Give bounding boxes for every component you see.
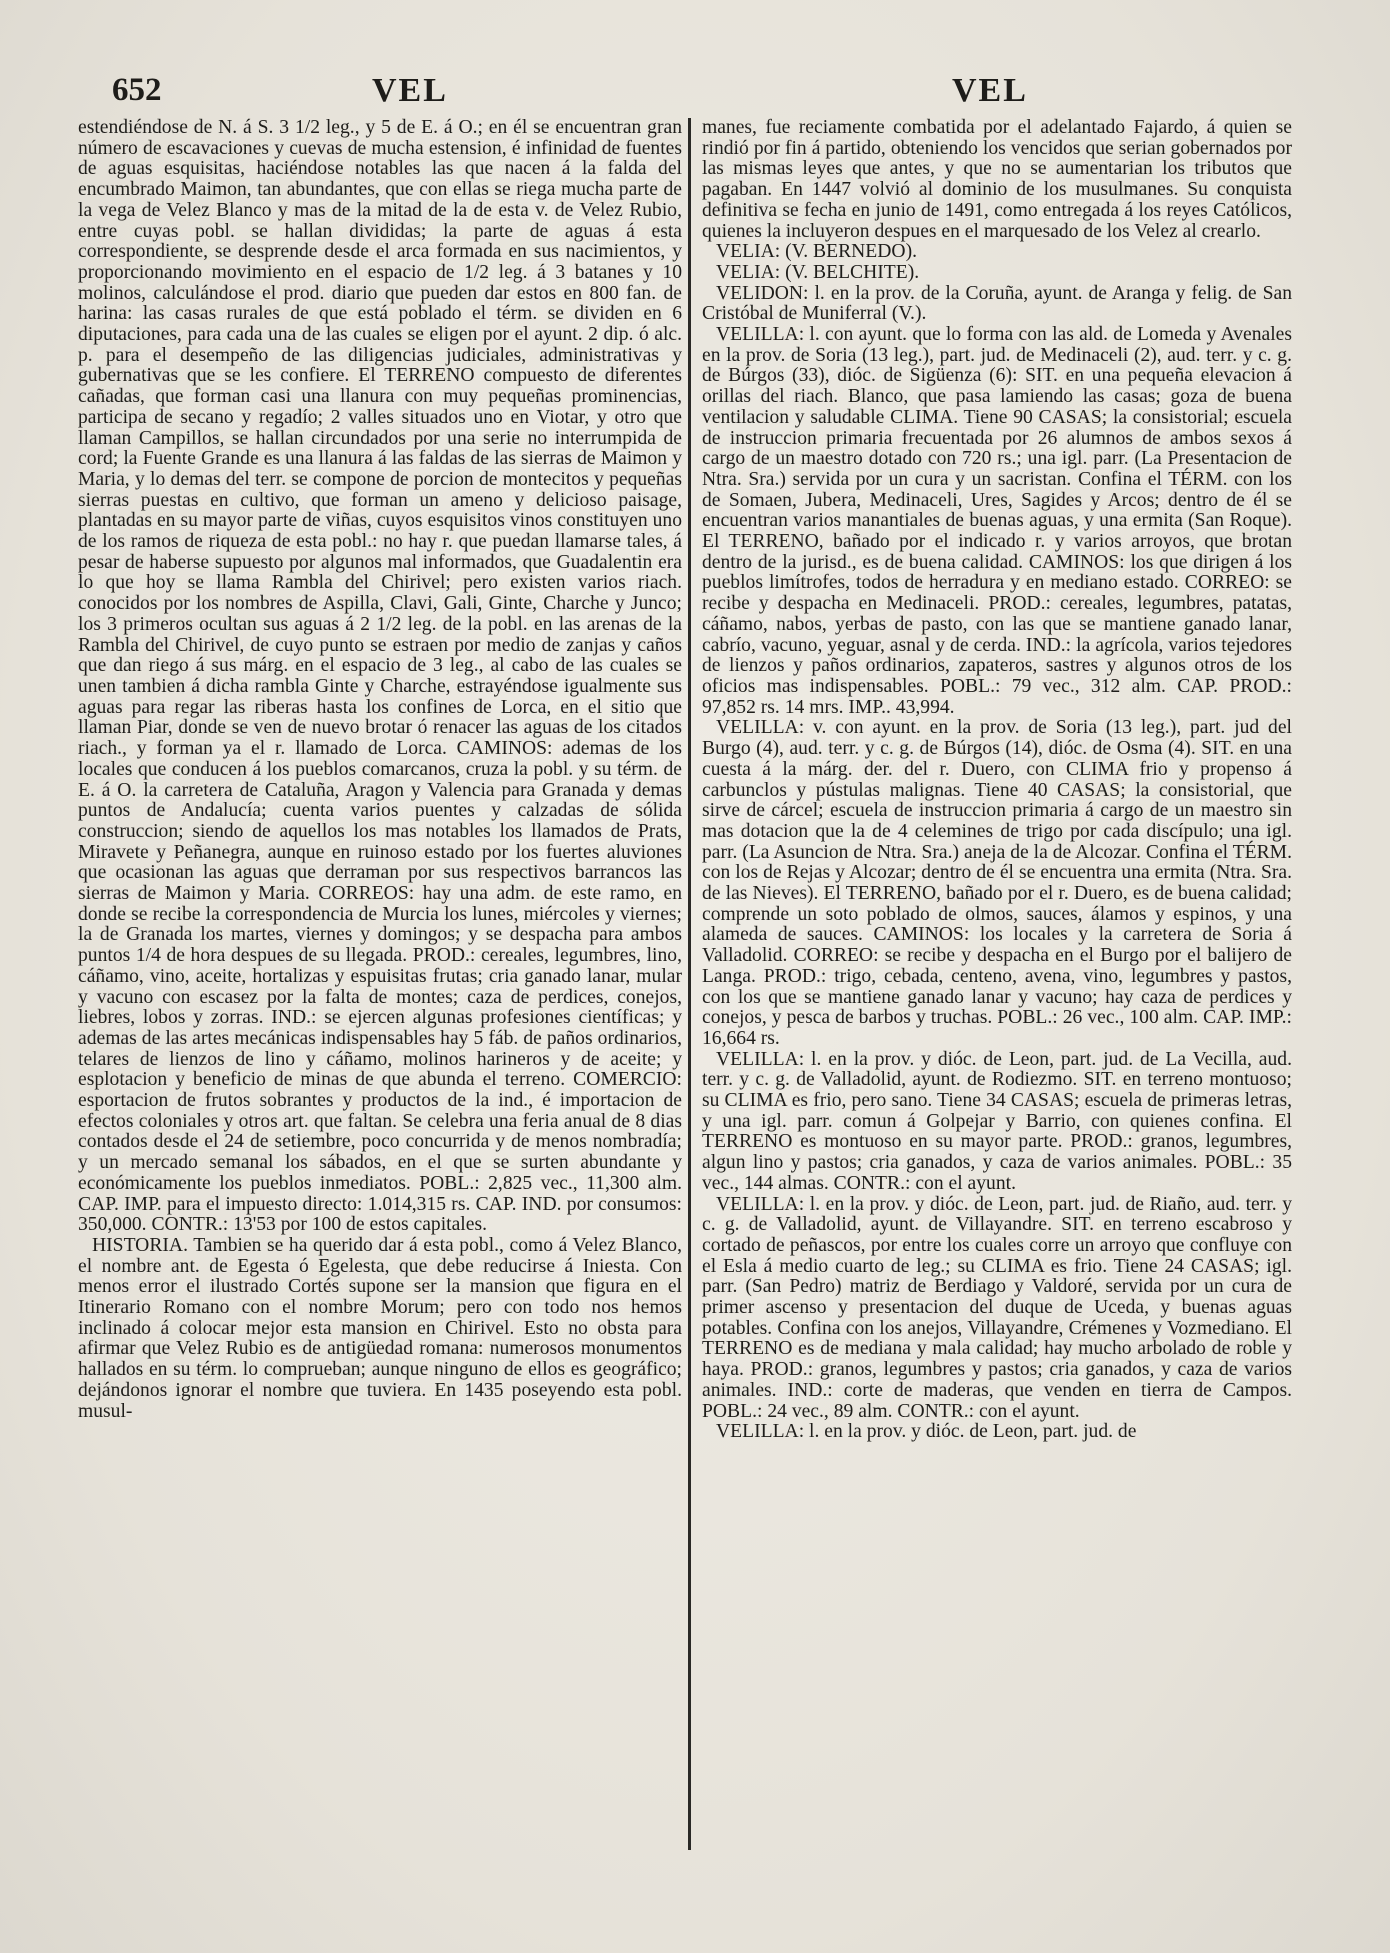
entry-velia-1: VELIA: (V. BERNEDO).: [716, 241, 917, 263]
left-paragraph-historia: HISTORIA. Tambien se ha querido dar á esta pobl., como á Velez Blanco, el nombre ant. de Egesta ó Egelesta, que debe reducirse á Iniesta. Con menos error el ilustrado Cortés supone ser la mansion que figura en el Itinerario Romano con el nombre Morum; pero con todo nos hemos inclinado á colocar mejor esta mansion en Chirivel. Esto no obsta para afirmar que Velez Rubio es de antigüedad romana: numerosos monumentos hallados en su térm. lo comprueban; aunque ninguno de ellos es geográfico; dejándonos ignorar el nombre que tuviera. En 1435 poseyendo esta pobl. musul-: [78, 1234, 682, 1422]
entry-velidon: VELIDON: l. en la prov. de la Coruña, ayunt. de Aranga y felig. de San Cristóbal de Muniferral (V.).: [702, 282, 1292, 325]
right-column: [702, 118, 1292, 1858]
left-paragraph-1: estendiéndose de N. á S. 3 1/2 leg., y 5 de E. á O.; en él se encuentran gran número de escavaciones y cuevas de mucha estension, é infinidad de fuentes de aguas esquisitas, haciéndose notables las que nacen á la falda del encumbrado Maimon, tan abundantes, que con ellas se riega mucha parte de la vega de Velez Blanco y mas de la mitad de la de esta v. de Velez Rubio, entre cuyas pobl. se hallan divididas; la parte de aguas á esta correspondiente, se desprende desde el arca formada en sus nacimientos, y proporcionando movimiento en el espacio de 1/2 leg. á 3 batanes y 10 molinos, calculándose el prod. diario que pueden dar estos en 800 fan. de harina: las casas rurales de que está poblado el térm. se dividen en 6 diputaciones, para cada una de las cuales se eligen por el ayunt. 2 dip. ó alc. p. para el desempeño de las diligencias judiciales, administrativas y gubernativas que se les confiere. El TERRENO compuesto de diferentes cañadas, que forman casi una llanura con muy pequeñas prominencias, participa de secano y regadío; 2 valles situados uno en Viotar, y otro que llaman Campillos, se hallan circundados por una serie no interrumpida de cord; la Fuente Grande es una llanura á las faldas de las sierras de Maimon y Maria, y lo demas del terr. se compone de porcion de montecitos y pequeñas sierras puestas en cultivo, que forman un ameno y delicioso paisage, plantadas en su mayor parte de viñas, cuyos esquisitos vinos constituyen uno de los ramos de riqueza de esta pobl.: no hay r. que puedan llamarse tales, á pesar de haberse supuesto por algunos mal informados, que Guadalentin era lo que hoy se llama Rambla del Chirivel; pero existen varios riach. conocidos por los nombres de Aspilla, Clavi, Gali, Ginte, Charche y Junco; los 3 primeros ocultan sus aguas á 2 1/2 leg. de la pobl. en las arenas de la Rambla del Chirivel, de cuyo punto se estraen por medio de zanjas y caños que dan riego á sus márg. en el espacio de 3 leg., al cabo de las cuales se unen tambien á dicha rambla Ginte y Charche, estrayéndose igualmente sus aguas para regar las riberas hasta los confines de Lorca, en el sitio que llaman Piar, donde se ven de nuevo brotar ó renacer las aguas de los citados riach., y forman ya el r. llamado de Lorca. CAMINOS: ademas de los locales que conducen á los pueblos comarcanos, cruza la pobl. y su térm. de E. á O. la carretera de Cataluña, Aragon y Valencia para Granada y demas puntos de Andalucía; cuenta varios puentes y calzadas de sólida construccion; siendo de aquellos los mas notables los llamados de Prats, Miravete y Peñanegra, aunque en ruinoso estado por los fuertes aluviones que ocasionan las aguas que derraman por sus respectivos barrancos las sierras de Maimon y Maria. CORREOS: hay una adm. de este ramo, en donde se recibe la correspondencia de Murcia los lunes, miércoles y viernes; la de Granada los martes, viernes y domingos; y se despacha para ambos puntos 1/4 de hora despues de su llegada. PROD.: cereales, legumbres, lino, cáñamo, vino, aceite, hortalizas y espuisitas frutas; cria ganado lanar, mular y vacuno con escasez por la falta de montes; caza de perdices, conejos, liebres, lobos y zorras. IND.: se ejercen algunas profesiones científicas; y ademas de las artes mecánicas indispensables hay 5 fáb. de paños ordinarios, telares de lienzos de lino y cáñamo, molinos harineros y de aceite; y esplotacion y beneficio de minas de que abunda el terreno. COMERCIO: esportacion de frutos sobrantes y productos de la ind., é importacion de efectos coloniales y otros art. que faltan. Se celebra una feria anual de 8 dias contados desde el 24 de setiembre, poco concurrida y de menos nombradía; y un mercado semanal los sábados, en el que se surten abundante y económicamente los pueblos inmediatos. POBL.: 2,825 vec., 11,300 alm. CAP. IMP. para el impuesto directo: 1.014,315 rs. CAP. IND. por consumos: 350,000. CONTR.: 13'53 por 100 de estos capitales.: [78, 117, 682, 1236]
entry-velia-2: VELIA: (V. BELCHITE).: [716, 261, 920, 283]
left-column: [78, 118, 682, 1858]
headword-left: VEL: [372, 72, 448, 109]
page-number: 652: [112, 72, 162, 108]
entry-velilla-4: VELILLA: l. en la prov. y dióc. de Leon, part. jud. de Riaño, aud. terr. y c. g. de Valladolid, ayunt. de Villayandre. SIT. en terreno escabroso y cortado de peñascos, por entre los cuales corre un arroyo que confluye con el Esla á medio cuarto de leg.; su CLIMA es frio. Tiene 24 CASAS; igl. parr. (San Pedro) matriz de Berdiago y Valdoré, servida por un cura de primer ascenso y presentacion del duque de Uceda, y buenas aguas potables. Confina con los anejos, Villayandre, Crémenes y Vozmediano. El TERRENO es de mediana y mala calidad; hay mucho arbolado de roble y haya. PROD.: granos, legumbres y pastos; cria ganados, y caza de varios animales. IND.: corte de maderas, que venden en tierra de Campos. POBL.: 24 vec., 89 alm. CONTR.: con el ayunt.: [702, 1193, 1292, 1422]
entry-velilla-3: VELILLA: l. en la prov. y dióc. de Leon, part. jud. de La Vecilla, aud. terr. y c. g. de Valladolid, ayunt. de Rodiezmo. SIT. en terreno montuoso; su CLIMA es frio, pero sano. Tiene 34 CASAS; escuela de primeras letras, y una igl. parr. comun á Golpejar y Barrio, con quienes confina. El TERRENO es montuoso en su mayor parte. PROD.: granos, legumbres, algun lino y pastos; cria ganados, y caza de varios animales. POBL.: 35 vec., 144 almas. CONTR.: con el ayunt.: [702, 1048, 1292, 1194]
entry-velilla-5: VELILLA: l. en la prov. y dióc. de Leon, part. jud. de: [716, 1421, 1137, 1443]
entry-velilla-2: VELILLA: v. con ayunt. en la prov. de Soria (13 leg.), part. jud del Burgo (4), aud. terr. y c. g. de Búrgos (14), dióc. de Osma (4). SIT. en una cuesta á la márg. der. del r. Duero, con CLIMA frio y propenso á carbunclos y pústulas malignas. Tiene 40 CASAS; la consistorial, que sirve de cárcel; escuela de instruccion primaria á cargo de un maestro sin mas dotacion que la de 4 celemines de trigo por cada discípulo; una igl. parr. (La Asuncion de Ntra. Sra.) aneja de la de Alcozar. Confina el TÉRM. con los de Rejas y Alcozar; dentro de él se encuentra una ermita (Ntra. Sra. de las Nieves). El TERRENO, bañado por el r. Duero, es de buena calidad; comprende un soto poblado de olmos, sauces, álamos y espinos, y una alameda de sauces. CAMINOS: los locales y la carretera de Soria á Valladolid. CORREO: se recibe y despacha en el Burgo por el balijero de Langa. PROD.: trigo, cebada, centeno, avena, vino, legumbres y pastos, con los que se mantiene ganado lanar y vacuno; hay caza de perdices y conejos, y pesca de barbos y truchas. POBL.: 26 vec., 100 alm. CAP. IMP.: 16,664 rs.: [702, 717, 1292, 1049]
running-header: [0, 72, 1390, 112]
column-divider: [688, 118, 691, 1850]
entry-velilla-1: VELILLA: l. con ayunt. que lo forma con las ald. de Lomeda y Avenales en la prov. de Soria (13 leg.), part. jud. de Medinaceli (2), aud. terr. y c. g. de Búrgos (33), dióc. de Sigüenza (6): SIT. en una pequeña elevacion á orillas del riach. Blanco, que pasa lamiendo las casas; goza de buena ventilacion y saludable CLIMA. Tiene 90 CASAS; la consistorial; escuela de instruccion primaria frecuentada por 26 alumnos de ambos sexos á cargo de un maestro dotado con 720 rs.; una igl. parr. (La Presentacion de Ntra. Sra.) servida por un cura y un sacristan. Confina el TÉRM. con los de Somaen, Jubera, Medinaceli, Ures, Sagides y Arcos; dentro de él se encuentran varios manantiales de buenas aguas, y una ermita (San Roque). El TERRENO, bañado por el indicado r. y varios arroyos, que brotan dentro de la jurisd., es de buena calidad. CAMINOS: los que dirigen á los pueblos limítrofes, todos de herradura y en mediano estado. CORREO: se recibe y despacha en Medinaceli. PROD.: cereales, legumbres, patatas, cáñamo, nabos, yerbas de pasto, con las que se mantiene ganado lanar, cabrío, vacuno, yeguar, asnal y de cerda. IND.: la agrícola, varios tejedores de lienzos y paños ordinarios, zapateros, sastres y algunos otros de los oficios mas indispensables. POBL.: 79 vec., 312 alm. CAP. PROD.: 97,852 rs. 14 mrs. IMP.. 43,994.: [702, 324, 1292, 718]
headword-right: VEL: [952, 72, 1028, 109]
right-paragraph-1: manes, fue reciamente combatida por el adelantado Fajardo, á quien se rindió por fin á partido, obteniendo los vencidos que serian gobernados por las mismas leyes que antes, y que no se aumentarian los tributos que pagaban. En 1447 volvió al dominio de los musulmanes. Su conquista definitiva se fecha en junio de 1491, como entregada á los reyes Católicos, quienes la incluyeron despues en el marquesado de los Velez al crearlo.: [702, 117, 1292, 242]
